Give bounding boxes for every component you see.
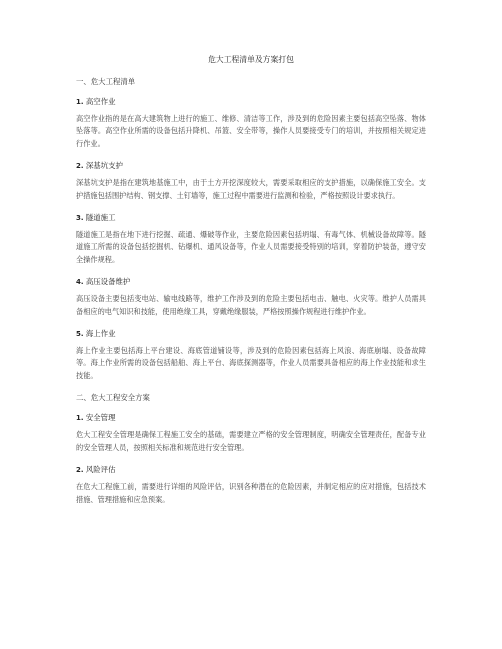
item-number: 5.: [76, 330, 84, 339]
document-title: 危大工程清单及方案打包: [208, 55, 294, 64]
item-heading-safety-management: [76, 412, 426, 424]
item-heading-deep-pit: [76, 160, 426, 172]
item-label: 隧道施工: [85, 213, 116, 223]
item-number: 2.: [76, 162, 84, 171]
item-body-safety-management: 危大工程安全管理是确保工程施工安全的基础，需要建立严格的安全管理制度，明确安全管理责任，配备专业的安全管理人员，按照相关标准和规范进行安全管理。: [76, 430, 426, 452]
item-label: 深基坑支护: [85, 161, 123, 171]
item-label: 风险评估: [85, 465, 116, 475]
item-body-deep-pit: 深基坑支护是指在建筑地基施工中，由于土方开挖深度较大，需要采取相应的支护措施，以确保施工安全。支护措施包括围护结构、钢支撑、土钉墙等，施工过程中需要进行监测和检验，严格按照设计要求执行。: [76, 178, 426, 200]
item-label: 海上作业: [85, 329, 116, 339]
section-safety-plan: [76, 392, 426, 506]
item-number: 1.: [76, 98, 84, 106]
item-label: 高空作业: [85, 97, 116, 106]
section-heading: 一、危大工程清单: [76, 77, 136, 86]
item-heading-high-voltage: [76, 276, 426, 288]
item-heading-risk-assessment: [76, 464, 426, 476]
item-body-high-voltage: 高压设备主要包括变电站、输电线路等，维护工作涉及到的危险主要包括电击、触电、火灾等。维护人员需具备相应的电气知识和技能，使用绝缘工具，穿戴绝缘服装，严格按照操作规程进行维护作业。: [76, 294, 426, 316]
section-danger-list: [76, 76, 426, 382]
item-heading-offshore: [76, 328, 426, 340]
section-heading: 二、危大工程安全方案: [76, 393, 150, 403]
item-heading-high-altitude: [76, 96, 426, 108]
item-body-risk-assessment: 在危大工程施工前，需要进行详细的风险评估，识别各种潜在的危险因素，并制定相应的应对措施，包括技术措施、管理措施和应急预案。: [76, 482, 426, 504]
item-label: 安全管理: [85, 413, 116, 423]
item-heading-tunnel: [76, 212, 426, 224]
item-number: 1.: [76, 414, 84, 423]
item-body-high-altitude: 高空作业指的是在高大建筑物上进行的施工、维修、清洁等工作，涉及到的危险因素主要包括高空坠落、物体坠落等。高空作业所需的设备包括升降机、吊篮、安全带等，操作人员要接受专门的培训，并按照相关规定进行作业。: [76, 114, 426, 148]
item-number: 3.: [76, 214, 84, 223]
item-label: 高压设备维护: [85, 277, 131, 287]
item-body-offshore: 海上作业主要包括海上平台建设、海底管道铺设等，涉及到的危险因素包括海上风浪、海底崩塌、设备故障等。海上作业所需的设备包括船舶、海上平台、海底探测器等，作业人员需要具备相应的海上作业技能和求生技能。: [76, 346, 426, 380]
item-body-tunnel: 隧道施工是指在地下进行挖掘、疏通、爆破等作业，主要危险因素包括坍塌、有毒气体、机械设备故障等。隧道施工所需的设备包括挖掘机、钻爆机、通风设备等，作业人员需要接受特别的培训，穿着防护装备，遵守安全操作规程。: [76, 230, 426, 264]
item-number: 2.: [76, 466, 84, 475]
item-number: 4.: [76, 278, 84, 287]
